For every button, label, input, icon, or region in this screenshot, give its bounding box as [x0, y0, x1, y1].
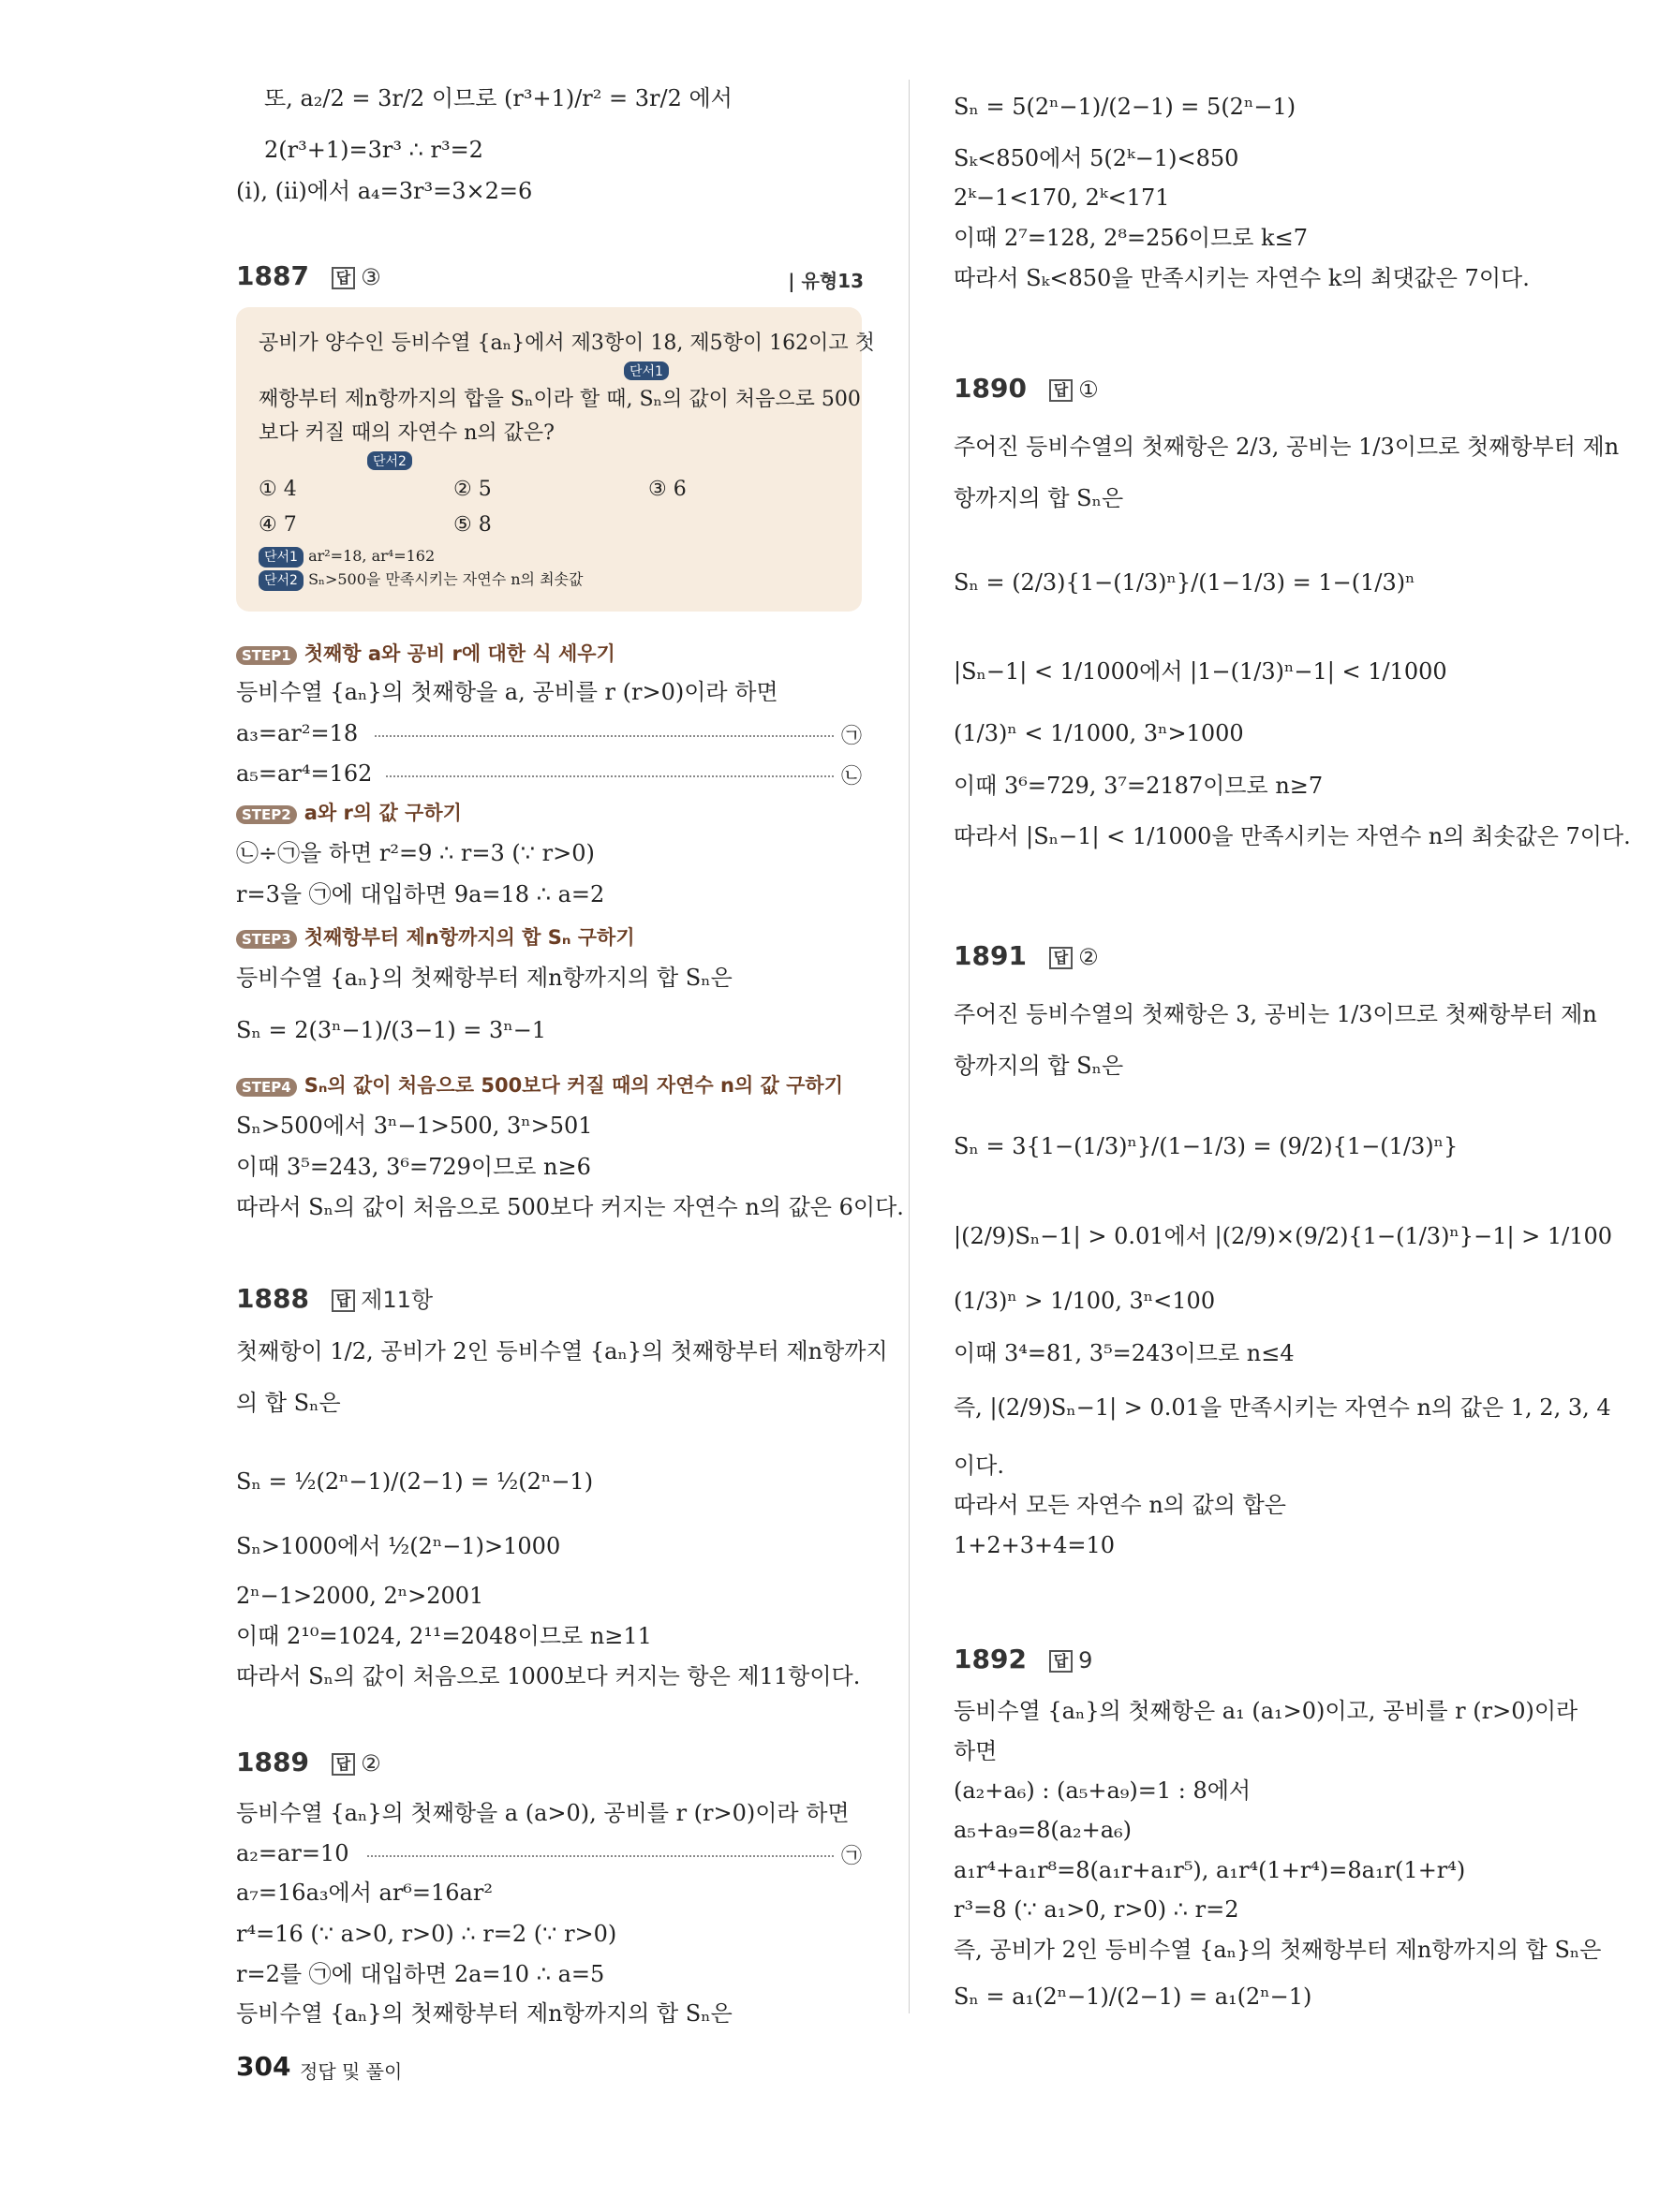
text-line: (a₂+a₆) : (a₅+a₉)=1 : 8에서: [954, 1777, 1252, 1804]
problem-number: 1888: [236, 1283, 309, 1314]
text-line: 등비수열 {aₙ}의 첫째항은 a₁ (a₁>0)이고, 공비를 r (r>0)이라: [954, 1698, 1578, 1724]
formula-line: |(2/9)Sₙ−1| > 0.01에서 |(2/9)×(9/2){1−(1/3)ⁿ}−1| > 1/100: [954, 1223, 1613, 1249]
hint2-tag-small: 단서2: [259, 570, 304, 591]
problem-number: 1887: [236, 260, 309, 291]
text-line: a₃=ar²=18: [236, 720, 359, 746]
page-number: 304: [236, 2051, 291, 2082]
problem-number: 1891: [954, 940, 1027, 971]
text-line: 이때 3⁶=729, 3⁷=2187이므로 n≥7: [954, 773, 1324, 799]
text-line: 등비수열 {aₙ}의 첫째항을 a, 공비를 r (r>0)이라 하면: [236, 679, 778, 705]
answer-value: ②: [361, 1750, 381, 1777]
text-line: 또, a₂/2 = 3r/2 이므로 (r³+1)/r² = 3r/2 에서: [264, 85, 733, 111]
answer-label: 답: [332, 1753, 355, 1776]
formula-line: Sₙ = a₁(2ⁿ−1)/(2−1) = a₁(2ⁿ−1): [954, 1983, 1312, 2010]
text-line: Sₙ>1000에서 ½(2ⁿ−1)>1000: [236, 1533, 561, 1559]
formula-line: (1/3)ⁿ < 1/1000, 3ⁿ>1000: [954, 720, 1244, 746]
text-line: 즉, 공비가 2인 등비수열 {aₙ}의 첫째항부터 제n항까지의 합 Sₙ은: [954, 1937, 1602, 1963]
formula-line: Sₙ = (2/3){1−(1/3)ⁿ}/(1−1/3) = 1−(1/3)ⁿ: [954, 569, 1415, 596]
text-line: 2ᵏ−1<170, 2ᵏ<171: [954, 184, 1170, 211]
page-label: 정답 및 풀이: [300, 2060, 403, 2083]
text-line: Sₖ<850에서 5(2ᵏ−1)<850: [954, 145, 1239, 171]
leader-dots: [367, 1855, 834, 1857]
answer-value: ③: [361, 264, 381, 290]
mark-a: ㉠: [841, 1845, 863, 1868]
leader-dots: [375, 735, 834, 737]
text-line: 이때 2⁷=128, 2⁸=256이므로 k≤7: [954, 225, 1308, 251]
answer-label: 답: [332, 1290, 355, 1312]
step-tag: STEP2: [236, 805, 297, 824]
hint1-tag: 단서1: [624, 361, 669, 380]
problem-line: 보다 커질 때의 자연수 n의 값은?: [259, 421, 555, 445]
answer-label: 답: [332, 267, 355, 289]
hint1-text: ar²=18, ar⁴=162: [308, 547, 436, 565]
text-line: 이때 3⁴=81, 3⁵=243이므로 n≤4: [954, 1340, 1295, 1366]
answer: [332, 1287, 433, 1313]
answer: [332, 264, 381, 290]
choice: ③ 6: [648, 478, 687, 501]
answer-value: ①: [1078, 376, 1099, 403]
problem-header-1889: [236, 1747, 381, 1777]
problem-box: [236, 307, 875, 612]
problem-line: 째항부터 제n항까지의 합을 Sₙ이라 할 때, Sₙ의 값이 처음으로 500: [259, 388, 861, 411]
text-line: 의 합 Sₙ은: [236, 1390, 341, 1416]
text-line: r=3을 ㉠에 대입하면 9a=18 ∴ a=2: [236, 881, 605, 907]
text-line: 등비수열 {aₙ}의 첫째항을 a (a>0), 공비를 r (r>0)이라 하면: [236, 1800, 850, 1826]
type-label: 유형13: [801, 270, 864, 292]
type-tag: | 유형13: [788, 270, 864, 292]
step-title: 첫째항 a와 공비 r에 대한 식 세우기: [304, 642, 615, 665]
text-line: 주어진 등비수열의 첫째항은 2/3, 공비는 1/3이므로 첫째항부터 제n: [954, 434, 1620, 460]
problem-number: 1892: [954, 1644, 1027, 1674]
text-line: 항까지의 합 Sₙ은: [954, 485, 1124, 511]
text-line: 2ⁿ−1>2000, 2ⁿ>2001: [236, 1583, 484, 1609]
text-line: 등비수열 {aₙ}의 첫째항부터 제n항까지의 합 Sₙ은: [236, 965, 733, 991]
step-3: [236, 922, 635, 951]
answer: [1049, 944, 1099, 970]
hint1-tag-small: 단서1: [259, 547, 304, 568]
step-title: a와 r의 값 구하기: [304, 802, 462, 824]
formula-line: Sₙ = 3{1−(1/3)ⁿ}/(1−1/3) = (9/2){1−(1/3)ⁿ}: [954, 1133, 1459, 1159]
step-2: [236, 798, 462, 826]
step-title: Sₙ의 값이 처음으로 500보다 커질 때의 자연수 n의 값 구하기: [304, 1074, 843, 1097]
text-line: 주어진 등비수열의 첫째항은 3, 공비는 1/3이므로 첫째항부터 제n: [954, 1001, 1597, 1027]
text-line: 등비수열 {aₙ}의 첫째항부터 제n항까지의 합 Sₙ은: [236, 2000, 733, 2027]
choice: ⑤ 8: [453, 513, 492, 537]
answer-value: 9: [1078, 1647, 1093, 1674]
problem-header-1888: [236, 1281, 433, 1314]
step-tag: STEP3: [236, 930, 297, 949]
answer-label: 답: [1049, 947, 1073, 969]
choice: ② 5: [453, 478, 492, 501]
answer: [332, 1750, 381, 1777]
answer: [1049, 1647, 1093, 1674]
leader-dots: [386, 775, 834, 777]
text-line: a₇=16a₃에서 ar⁶=16ar²: [236, 1880, 493, 1906]
problem-number: 1889: [236, 1747, 309, 1777]
text-line: ㉡÷㉠을 하면 r²=9 ∴ r=3 (∵ r>0): [236, 840, 595, 866]
answer-label: 답: [1049, 1650, 1073, 1673]
step-title: 첫째항부터 제n항까지의 합 Sₙ 구하기: [304, 926, 635, 949]
text-line: 2(r³+1)=3r³ ∴ r³=2: [264, 137, 483, 163]
step-1: [236, 639, 615, 667]
step-4: [236, 1070, 843, 1099]
hint2-tag: 단서2: [367, 451, 412, 470]
text-line: a₂=ar=10: [236, 1840, 349, 1866]
text-line: 이다.: [954, 1453, 1004, 1479]
text-line: (i), (ii)에서 a₄=3r³=3×2=6: [236, 178, 533, 204]
text-line: 따라서 Sₖ<850을 만족시키는 자연수 k의 최댓값은 7이다.: [954, 265, 1530, 291]
answer-value: 제11항: [361, 1287, 434, 1313]
hint1-row: [259, 546, 435, 568]
text-line: r⁴=16 (∵ a>0, r>0) ∴ r=2 (∵ r>0): [236, 1921, 617, 1947]
text-line: 따라서 |Sₙ−1| < 1/1000을 만족시키는 자연수 n의 최솟값은 7이다.: [954, 823, 1631, 849]
formula-line: |Sₙ−1| < 1/1000에서 |1−(1/3)ⁿ−1| < 1/1000: [954, 658, 1447, 685]
mark-a: ㉠: [841, 725, 863, 748]
text-line: 첫째항이 1/2, 공비가 2인 등비수열 {aₙ}의 첫째항부터 제n항까지: [236, 1338, 888, 1364]
problem-header-1892: [954, 1644, 1092, 1674]
text-line: a₅+a₉=8(a₂+a₆): [954, 1817, 1133, 1843]
text-line: a₁r⁴+a₁r⁸=8(a₁r+a₁r⁵), a₁r⁴(1+r⁴)=8a₁r(1+r⁴): [954, 1857, 1466, 1883]
mark-b: ㉡: [841, 765, 863, 789]
formula-line: Sₙ = ½(2ⁿ−1)/(2−1) = ½(2ⁿ−1): [236, 1468, 594, 1495]
answer-value: ②: [1078, 944, 1099, 970]
text-line: 이때 3⁵=243, 3⁶=729이므로 n≥6: [236, 1154, 591, 1180]
text-line: 즉, |(2/9)Sₙ−1| > 0.01을 만족시키는 자연수 n의 값은 1, 2, 3, 4: [954, 1394, 1611, 1421]
text-line: 따라서 Sₙ의 값이 처음으로 1000보다 커지는 항은 제11항이다.: [236, 1663, 861, 1689]
formula-line: (1/3)ⁿ > 1/100, 3ⁿ<100: [954, 1288, 1216, 1314]
text-line: 하면: [954, 1738, 998, 1764]
text-line: r³=8 (∵ a₁>0, r>0) ∴ r=2: [954, 1896, 1239, 1923]
formula-line: Sₙ = 5(2ⁿ−1)/(2−1) = 5(2ⁿ−1): [954, 94, 1296, 120]
text-line: Sₙ>500에서 3ⁿ−1>500, 3ⁿ>501: [236, 1113, 593, 1139]
answer: [1049, 376, 1099, 403]
column-divider: [909, 80, 910, 2013]
hint2-row: [259, 569, 583, 591]
text-line: r=2를 ㉠에 대입하면 2a=10 ∴ a=5: [236, 1961, 605, 1987]
problem-header-1891: [954, 940, 1099, 971]
text-line: a₅=ar⁴=162: [236, 760, 373, 787]
text-line: 따라서 Sₙ의 값이 처음으로 500보다 커지는 자연수 n의 값은 6이다.: [236, 1194, 904, 1220]
choice: ④ 7: [259, 513, 297, 537]
problem-header-1887: [236, 260, 381, 291]
problem-header-1890: [954, 373, 1099, 404]
text-line: 이때 2¹⁰=1024, 2¹¹=2048이므로 n≥11: [236, 1623, 652, 1649]
text-line: 따라서 모든 자연수 n의 값의 합은: [954, 1492, 1286, 1518]
step-tag: STEP4: [236, 1078, 297, 1097]
formula-line: Sₙ = 2(3ⁿ−1)/(3−1) = 3ⁿ−1: [236, 1017, 547, 1043]
step-tag: STEP1: [236, 646, 297, 665]
problem-line: 공비가 양수인 등비수열 {aₙ}에서 제3항이 18, 제5항이 162이고 첫: [259, 332, 875, 355]
text-line: 1+2+3+4=10: [954, 1532, 1116, 1558]
hint2-text: Sₙ>500을 만족시키는 자연수 n의 최솟값: [308, 570, 584, 588]
problem-number: 1890: [954, 373, 1027, 404]
text-line: 항까지의 합 Sₙ은: [954, 1053, 1124, 1079]
answer-label: 답: [1049, 379, 1073, 402]
choice: ① 4: [259, 478, 297, 501]
